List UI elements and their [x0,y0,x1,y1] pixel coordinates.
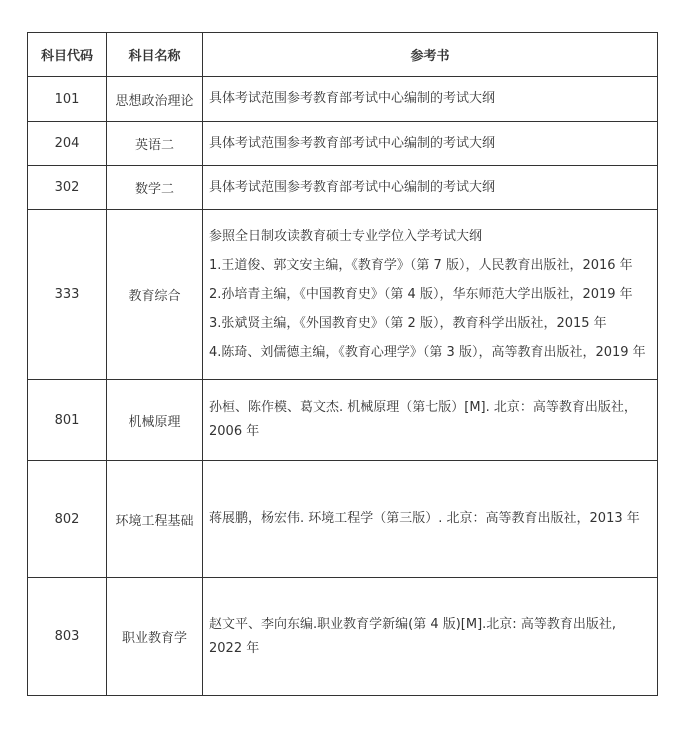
header-subject-code: 科目代码 [28,33,107,77]
reference-book: 4.陈琦、刘儒德主编，《教育心理学》（第 3 版），高等教育出版社，2019 年 [209,345,646,360]
table-row [28,380,658,461]
table-row [28,210,658,380]
reference-book: 具体考试范围参考教育部考试中心编制的考试大纲 [209,91,496,106]
subject-name: 机械原理 [107,380,203,461]
reference-book-cell [203,122,658,166]
reference-book: 具体考试范围参考教育部考试中心编制的考试大纲 [209,179,496,195]
subject-code: 302 [28,166,107,210]
table-header-row [28,33,658,77]
subject-name: 职业教育学 [107,578,203,696]
subject-name: 环境工程基础 [107,461,203,578]
reference-book: 3.张斌贤主编，《外国教育史》（第 2 版），教育科学出版社，2015 年 [209,316,607,331]
subject-code: 801 [28,380,107,461]
header-subject-name: 科目名称 [107,33,203,77]
table-row [28,166,658,210]
subject-name: 英语二 [107,122,203,166]
subject-code: 802 [28,461,107,578]
reference-book-cell [203,166,658,210]
reference-book: 具体考试范围参考教育部考试中心编制的考试大纲 [209,135,496,151]
reference-book-cell [203,210,658,380]
subject-name: 思想政治理论 [107,77,203,122]
table-row [28,461,658,578]
reference-book: 2.孙培青主编，《中国教育史》（第 4 版），华东师范大学出版社，2019 年 [209,287,633,302]
reference-book-cell [203,578,658,696]
reference-book: 孙桓、陈作模、葛文杰. 机械原理（第七版）[M]. 北京：高等教育出版社，2006 年 [209,400,637,439]
reference-book-cell [203,380,658,461]
subject-name: 数学二 [107,166,203,210]
subject-code: 333 [28,210,107,380]
table-row [28,578,658,696]
reference-book-cell [203,461,658,578]
table-row [28,122,658,166]
reference-book: 1.王道俊、郭文安主编，《教育学》（第 7 版），人民教育出版社，2016 年 [209,258,633,273]
subject-code: 204 [28,122,107,166]
reference-book-table [27,32,658,696]
subject-code: 101 [28,77,107,122]
reference-book: 蒋展鹏，杨宏伟. 环境工程学（第三版）. 北京：高等教育出版社，2013 年 [209,511,640,526]
table-row [28,77,658,122]
header-reference-book: 参考书 [203,33,658,77]
reference-book-intro: 参照全日制攻读教育硕士专业学位入学考试大纲 [209,229,483,244]
subject-code: 803 [28,578,107,696]
reference-book-cell [203,77,658,122]
reference-book: 赵文平、李向东编.职业教育学新编(第 4 版)[M].北京: 高等教育出版社, 2022 年 [209,616,616,656]
subject-name: 教育综合 [107,210,203,380]
